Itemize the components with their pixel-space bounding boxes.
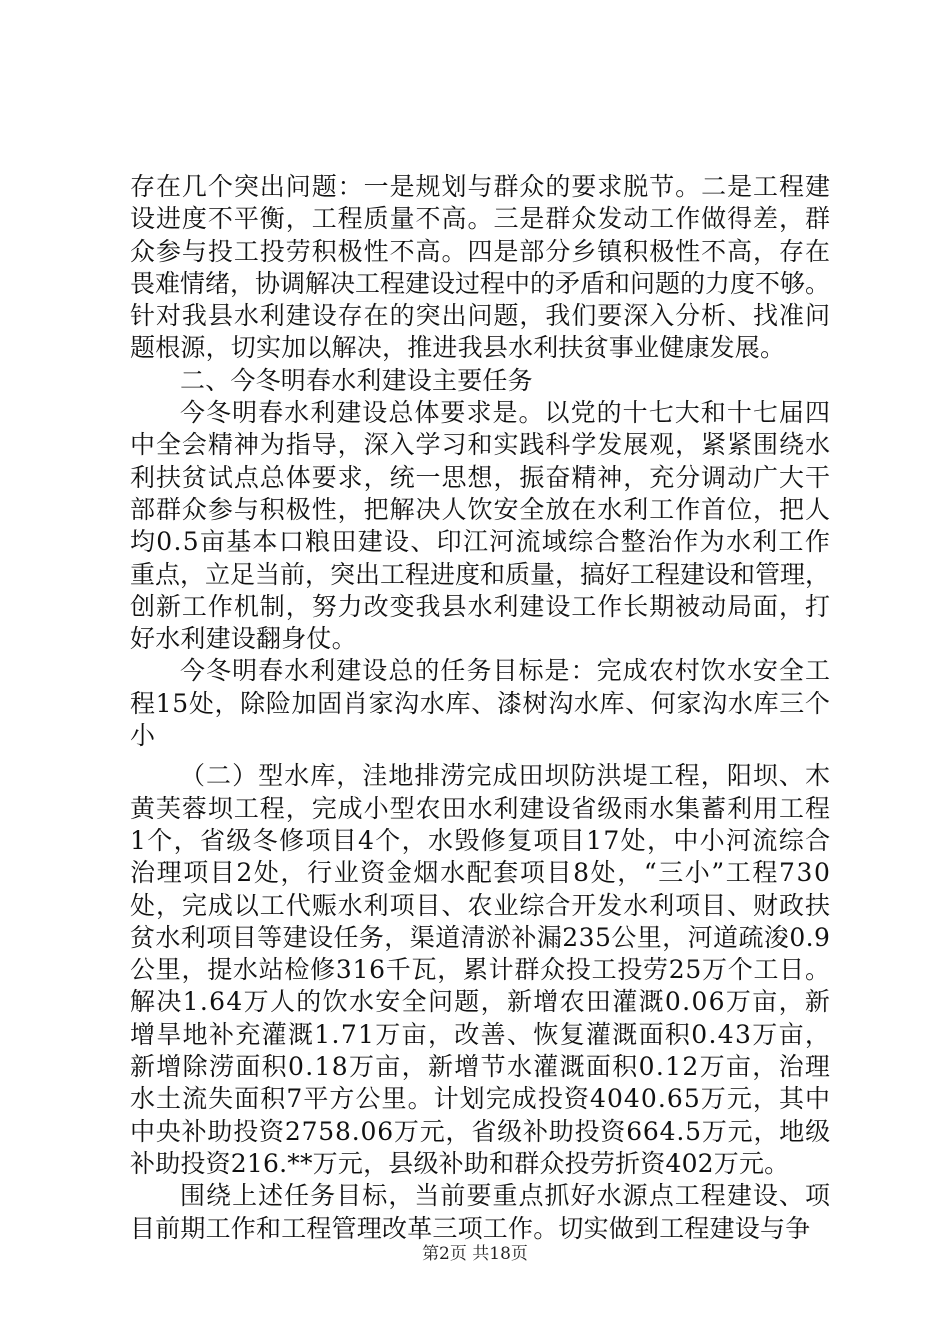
text-line: 利扶贫试点总体要求，统一思想，振奋精神，充分调动广大干 bbox=[130, 462, 831, 492]
text-line: 增旱地补充灌溉1.71万亩，改善、恢复灌溉面积0.43万亩， bbox=[130, 1019, 832, 1049]
text-line: 中全会精神为指导，深入学习和实践科学发展观，紧紧围绕水 bbox=[130, 430, 831, 460]
text-line: 针对我县水利建设存在的突出问题，我们要深入分析、找准问 bbox=[130, 301, 831, 331]
page-footer: 第2页 共18页 bbox=[422, 1244, 528, 1264]
text-line: 解决1.64万人的饮水安全问题，新增农田灌溉0.06万亩，新 bbox=[130, 987, 832, 1017]
text-line: 好水利建设翻身仗。 bbox=[130, 624, 357, 654]
text-line: 重点，立足当前，突出工程进度和质量，搞好工程建设和管理， bbox=[130, 559, 831, 589]
text-line: 创新工作机制，努力改变我县水利建设工作长期被动局面，打 bbox=[130, 591, 831, 621]
text-line: 畏难情绪，协调解决工程建设过程中的矛盾和问题的力度不够。 bbox=[130, 268, 831, 298]
text-line: 程15处，除险加固肖家沟水库、漆树沟水库、何家沟水库三个 bbox=[130, 688, 831, 718]
text-line: 水土流失面积7平方公里。计划完成投资4040.65万元，其中 bbox=[130, 1084, 832, 1114]
text-line: 黄芙蓉坝工程，完成小型农田水利建设省级雨水集蓄利用工程 bbox=[130, 793, 831, 823]
text-line: 治理项目2处，行业资金烟水配套项目8处，“三小”工程730 bbox=[130, 858, 832, 888]
text-line: 今冬明春水利建设总的任务目标是：完成农村饮水安全工 bbox=[180, 656, 832, 686]
text-line: 目前期工作和工程管理改革三项工作。切实做到工程建设与争 bbox=[130, 1213, 811, 1243]
text-line: 众参与投工投劳积极性不高。四是部分乡镇积极性不高，存在 bbox=[130, 236, 831, 266]
text-line: 今冬明春水利建设总体要求是。以党的十七大和十七届四 bbox=[180, 398, 832, 428]
text-line: 部群众参与积极性，把解决人饮安全放在水利工作首位，把人 bbox=[130, 494, 831, 524]
text-line: 中央补助投资2758.06万元，省级补助投资664.5万元，地级 bbox=[130, 1116, 831, 1146]
document-body bbox=[130, 171, 830, 1245]
text-line: （二）型水库，洼地排涝完成田坝防洪堤工程，阳坝、木 bbox=[180, 761, 832, 791]
text-line: 公里，提水站检修316千瓦，累计群众投工投劳25万个工日。 bbox=[130, 955, 831, 985]
text-line: 二、今冬明春水利建设主要任务 bbox=[180, 365, 533, 395]
text-line: 均0.5亩基本口粮田建设、印江河流域综合整治作为水利工作 bbox=[130, 527, 832, 557]
text-line: 围绕上述任务目标，当前要重点抓好水源点工程建设、项 bbox=[180, 1181, 832, 1211]
text-line: 存在几个突出问题：一是规划与群众的要求脱节。二是工程建 bbox=[130, 172, 831, 201]
text-line: 补助投资216.**万元，县级补助和群众投劳折资402万元。 bbox=[130, 1148, 790, 1178]
text-line: 贫水利项目等建设任务，渠道清淤补漏235公里，河道疏浚0.9 bbox=[130, 922, 831, 952]
text-line: 题根源，切实加以解决，推进我县水利扶贫事业健康发展。 bbox=[130, 333, 786, 363]
text-line: 设进度不平衡，工程质量不高。三是群众发动工作做得差，群 bbox=[130, 204, 831, 234]
text-line: 处，完成以工代赈水利项目、农业综合开发水利项目、财政扶 bbox=[130, 890, 831, 920]
text-line: 1个，省级冬修项目4个，水毁修复项目17处，中小河流综合 bbox=[130, 825, 832, 855]
text-line: 新增除涝面积0.18万亩，新增节水灌溉面积0.12万亩，治理 bbox=[130, 1052, 832, 1082]
text-line: 小 bbox=[130, 721, 156, 751]
